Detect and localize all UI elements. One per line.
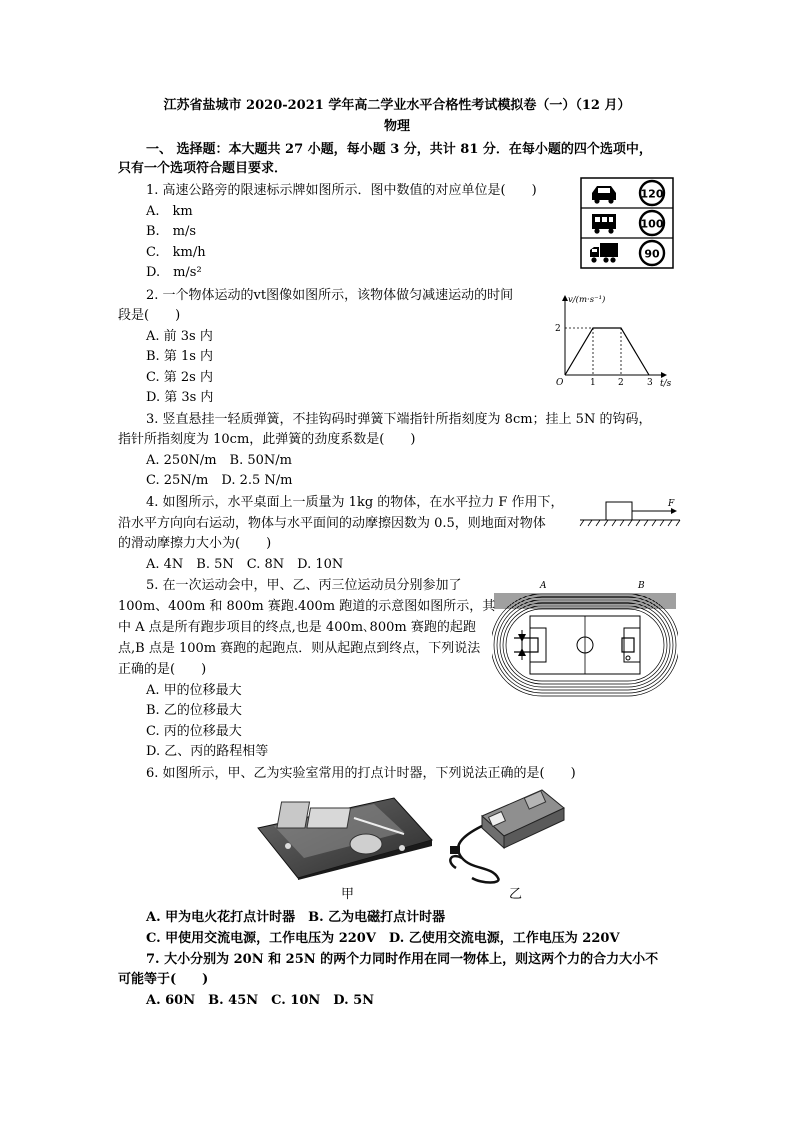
q6-stem: 6. 如图所示，甲、乙为实验室常用的打点计时器，下列说法正确的是( ) <box>146 766 576 781</box>
spark-timer-photo <box>442 786 566 886</box>
label-yi: 乙 <box>509 887 523 902</box>
q7-line2: 可能等于( ) <box>118 972 209 987</box>
q4-line3: 的滑动摩擦力大小为( ) <box>118 536 272 551</box>
q6-options-cd: C. 甲使用交流电源，工作电压为 220V D. 乙使用交流电源，工作电压为 220V <box>146 931 620 946</box>
vt-graph-figure <box>548 288 680 388</box>
speed-value-1: 120 <box>640 187 664 201</box>
q5-line4: 点,B 点是 100m 赛跑的起跑点．则从起跑点到终点，下列说法 <box>118 641 481 656</box>
q1-stem: 1. 高速公路旁的限速标示牌如图所示．图中数值的对应单位是( ) <box>146 183 537 198</box>
q5-line3: 中 A 点是所有跑步项目的终点,也是 400m､800m 赛跑的起跑 <box>118 620 476 635</box>
block-force-figure <box>576 494 682 532</box>
q5-option-a: A. 甲的位移最大 <box>146 683 242 698</box>
q5-option-c: C. 丙的位移最大 <box>146 724 242 739</box>
q2-option-a: A. 前 3s 内 <box>146 329 213 344</box>
q4-line1: 4. 如图所示，水平桌面上一质量为 1kg 的物体，在水平拉力 F 作用下， <box>146 495 564 510</box>
q5-option-d: D. 乙、丙的路程相等 <box>146 744 269 759</box>
q5-line5: 正确的是( ) <box>118 662 207 677</box>
q1-option-c: C. km/h <box>146 245 206 260</box>
q1-option-b: B. m/s <box>146 224 197 239</box>
q2-stem-line1: 2. 一个物体运动的vt图像如图所示，该物体做匀减速运动的时间 <box>146 288 514 303</box>
block <box>606 502 632 520</box>
q5-option-b: B. 乙的位移最大 <box>146 703 242 718</box>
q6-options-ab: A. 甲为电火花打点计时器 B. 乙为电磁打点计时器 <box>146 910 446 925</box>
q4-line2: 沿水平方向向右运动，物体与水平面间的动摩擦因数为 0.5，则地面对物体 <box>118 516 546 531</box>
force-label: F <box>668 499 675 509</box>
point-b-label: B <box>638 581 645 591</box>
point-a-label: A <box>540 581 547 591</box>
electromagnetic-timer-photo <box>254 788 434 880</box>
q2-stem-line2: 段是( ) <box>118 308 181 323</box>
vt-y-tick: 2 <box>555 324 561 334</box>
vt-x-tick-1: 1 <box>590 378 596 388</box>
q1-option-a: A. km <box>146 204 193 219</box>
vt-x-label: t/s <box>660 379 672 388</box>
q3-line2: 指针所指刻度为 10cm，此弹簧的劲度系数是( ) <box>118 432 416 447</box>
section-heading-line1: 一、 选择题：本大题共 27 小题，每小题 3 分，共计 81 分．在每小题的四个选项中， <box>146 142 652 157</box>
vt-line <box>565 328 649 375</box>
q3-options-ab: A. 250N/m B. 50N/m <box>146 453 292 468</box>
speed-value-3: 90 <box>644 247 660 261</box>
vt-y-label: v/(m·s⁻¹) <box>568 295 606 305</box>
vt-x-tick-2: 2 <box>618 378 624 388</box>
section-heading-line2: 只有一个选项符合题目要求． <box>118 161 288 176</box>
vt-x-tick-3: 3 <box>647 378 653 388</box>
running-track-figure <box>492 578 678 698</box>
q5-line1: 5. 在一次运动会中，甲、乙、丙三位运动员分别参加了 <box>146 578 462 593</box>
subject-title: 物理 <box>383 119 410 134</box>
q7-line1: 7. 大小分别为 20N 和 25N 的两个力同时作用在同一物体上，则这两个力的合力大小不 <box>146 952 659 967</box>
speed-limit-sign-figure <box>580 177 674 269</box>
q5-line2: 100m、400m 和 800m 赛跑.400m 跑道的示意图如图所示，其 <box>118 599 496 614</box>
q2-option-c: C. 第 2s 内 <box>146 370 213 385</box>
label-jia: 甲 <box>341 887 355 902</box>
speed-value-2: 100 <box>640 217 664 231</box>
q2-option-d: D. 第 3s 内 <box>146 390 214 405</box>
vt-origin-label: O <box>556 378 564 388</box>
q3-line1: 3. 竖直悬挂一轻质弹簧，不挂钩码时弹簧下端指针所指刻度为 8cm；挂上 5N 的钩码， <box>146 412 652 427</box>
q1-option-d: D. m/s² <box>146 265 202 280</box>
q2-option-b: B. 第 1s 内 <box>146 349 214 364</box>
q4-options: A. 4N B. 5N C. 8N D. 10N <box>146 557 344 572</box>
q3-options-cd: C. 25N/m D. 2.5 N/m <box>146 473 293 488</box>
exam-title: 江苏省盐城市 2020-2021 学年高二学业水平合格性考试模拟卷（一）（12 月） <box>163 98 631 113</box>
q7-options: A. 60N B. 45N C. 10N D. 5N <box>146 993 375 1008</box>
